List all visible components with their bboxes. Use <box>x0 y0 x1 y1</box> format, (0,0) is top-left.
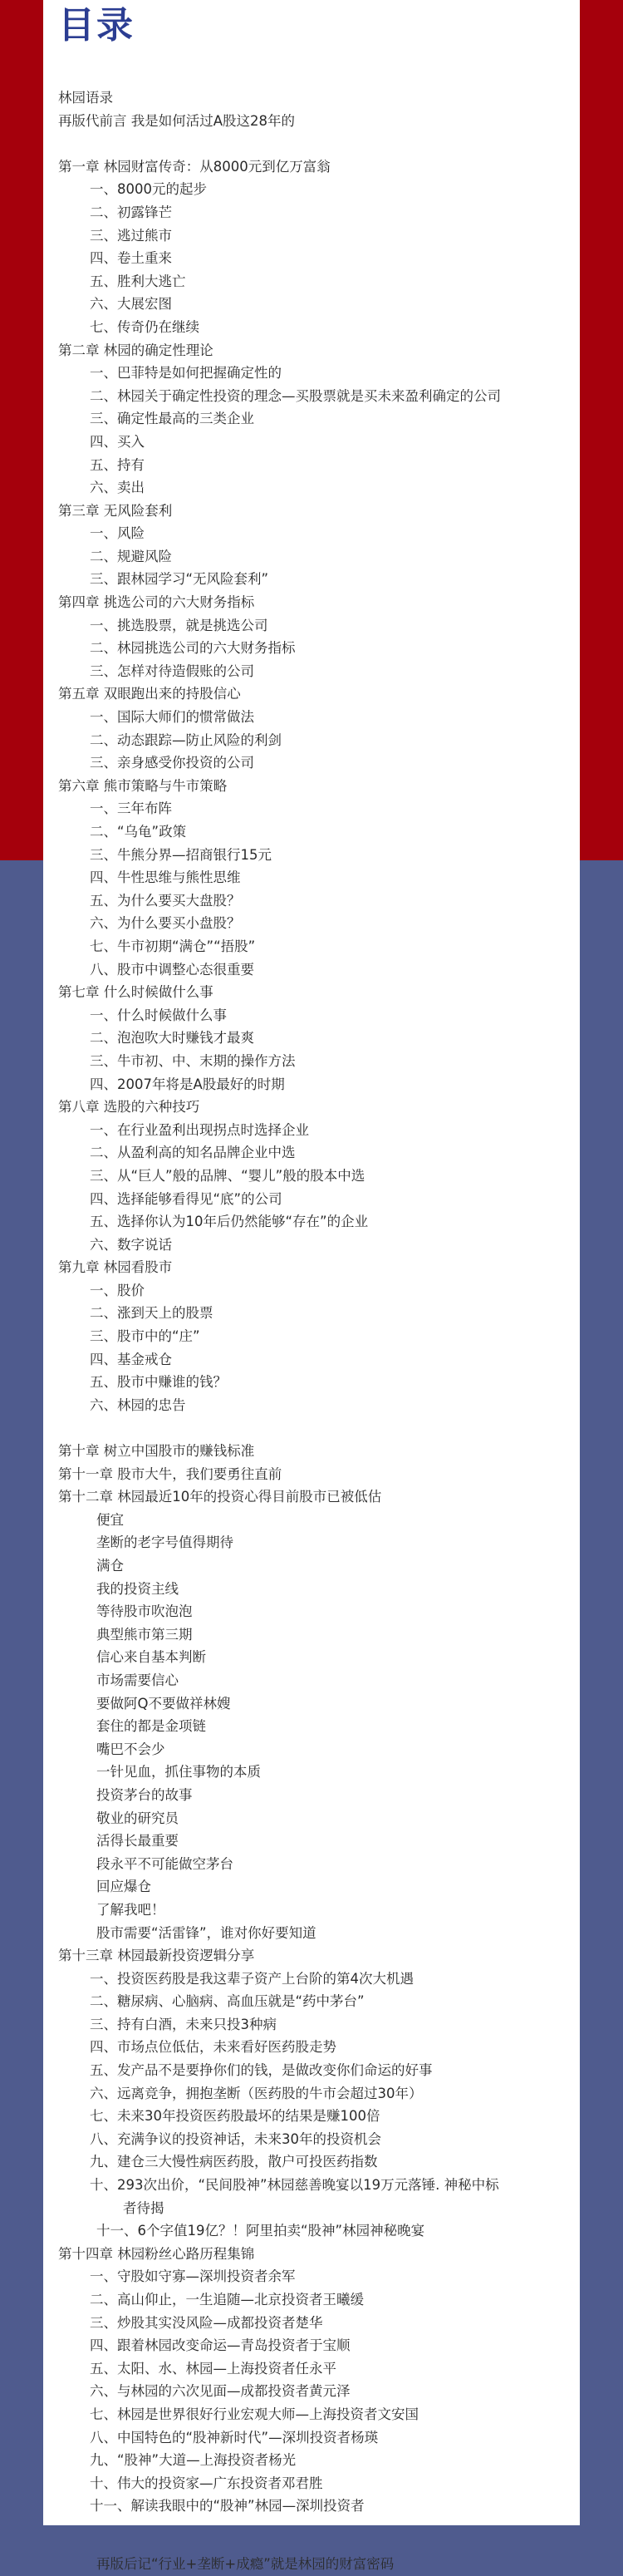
toc-section: 三、股市中的“庄” <box>90 1328 200 1345</box>
toc-section: 一针见血，抓住事物的本质 <box>96 1764 261 1781</box>
toc-section: 八、中国特色的“股神新时代”—深圳投资者杨瑛 <box>90 2429 379 2445</box>
toc-section: 嘴巴不会少 <box>96 1741 165 1757</box>
toc-section: 五、持有 <box>90 456 145 473</box>
toc-section: 六、卖出 <box>90 480 145 496</box>
toc-section: 二、糖尿病、心脑病、高血压就是“药中茅台” <box>90 1993 365 2010</box>
toc-section: 投资茅台的故事 <box>96 1786 193 1803</box>
toc-section: 三、牛市初、中、末期的操作方法 <box>90 1052 296 1069</box>
toc-section: 段永平不可能做空茅台 <box>96 1855 233 1872</box>
toc-section: 二、高山仰止，一生追随—北京投资者王曦缓 <box>90 2292 364 2308</box>
toc-section: 三、炒股其实没风险—成都投资者楚华 <box>90 2314 323 2331</box>
toc-section-continuation: 者待揭 <box>123 2199 164 2216</box>
toc-section: 三、确定性最高的三类企业 <box>90 411 254 427</box>
toc-section: 四、买入 <box>90 433 145 450</box>
toc-chapter: 第六章 熊市策略与牛市策略 <box>58 777 228 794</box>
toc-section: 四、跟着林园改变命运—青岛投资者于宝顺 <box>90 2337 351 2354</box>
toc-section: 三、从“巨人”般的品牌、“婴儿”般的股本中选 <box>90 1167 365 1184</box>
toc-section: 二、规避风险 <box>90 548 172 564</box>
toc-section: 五、选择你认为10年后仍然能够“存在”的企业 <box>90 1214 369 1230</box>
toc-section: 二、初露锋芒 <box>90 204 172 220</box>
toc-section: 六、远离竞争，拥抱垄断（医药股的牛市会超过30年） <box>90 2085 423 2101</box>
toc-section: 二、“乌龟”政策 <box>90 824 187 840</box>
toc-section: 十、伟大的投资家—广东投资者邓君胜 <box>90 2475 323 2491</box>
toc-chapter: 第五章 双眼跑出来的持股信心 <box>58 686 241 702</box>
toc-chapter: 第十一章 股市大牛，我们要勇往直前 <box>58 1465 282 1482</box>
toc-section: 一、投资医药股是我这辈子资产上台阶的第4次大机遇 <box>90 1970 414 1987</box>
toc-section: 二、涨到天上的股票 <box>90 1305 213 1322</box>
toc-postscript: 再版后记“行业+垄断+成瘾”就是林园的财富密码 <box>96 2555 395 2572</box>
toc-section: 套住的都是金项链 <box>96 1718 206 1735</box>
toc-section: 四、基金戒仓 <box>90 1351 172 1367</box>
toc-section: 八、股市中调整心态很重要 <box>90 961 254 978</box>
toc-section: 十一、6个字值19亿？！阿里拍卖“股神”林园神秘晚宴 <box>96 2223 425 2239</box>
toc-section: 四、2007年将是A股最好的时期 <box>90 1076 285 1092</box>
toc-section: 要做阿Q不要做祥林嫂 <box>96 1695 231 1712</box>
toc-chapter: 第十四章 林园粉丝心路历程集锦 <box>58 2245 255 2262</box>
toc-section: 五、为什么要买大盘股？ <box>90 892 241 909</box>
toc-section: 三、持有白酒，未来只投3种病 <box>90 2016 277 2032</box>
toc-section: 四、卷土重来 <box>90 250 172 267</box>
toc-section: 七、未来30年投资医药股最坏的结果是赚100倍 <box>90 2108 380 2125</box>
toc-section: 活得长最重要 <box>96 1833 179 1849</box>
toc-section: 六、林园的忠告 <box>90 1396 186 1413</box>
toc-section: 五、股市中赚谁的钱？ <box>90 1374 227 1391</box>
toc-section: 三、亲身感受你投资的公司 <box>90 755 254 771</box>
toc-section: 一、8000元的起步 <box>90 181 207 198</box>
toc-chapter: 第二章 林园的确定性理论 <box>58 342 213 358</box>
toc-section: 六、与林园的六次见面—成都投资者黄元泽 <box>90 2383 351 2400</box>
toc-chapter: 第三章 无风险套利 <box>58 502 173 519</box>
toc-section: 三、跟林园学习“无风险套利” <box>90 571 269 588</box>
toc-page <box>43 0 580 2572</box>
toc-section: 五、发产品不是要挣你们的钱，是做改变你们命运的好事 <box>90 2062 433 2079</box>
toc-section: 一、守股如守寡—深圳投资者余军 <box>90 2268 296 2285</box>
toc-chapter: 第十三章 林园最新投资逻辑分享 <box>58 1948 255 1964</box>
toc-section: 一、在行业盈利出现拐点时选择企业 <box>90 1121 309 1138</box>
page-title: 目录 <box>58 4 135 47</box>
toc-chapter: 第九章 林园看股市 <box>58 1259 173 1276</box>
toc-chapter: 第十二章 林园最近10年的投资心得目前股市已被低估 <box>58 1489 382 1505</box>
toc-section: 三、逃过熊市 <box>90 227 172 244</box>
toc-section: 七、林园是世界很好行业宏观大师—上海投资者文安国 <box>90 2406 419 2422</box>
toc-section: 五、太阳、水、林园—上海投资者任永平 <box>90 2360 336 2377</box>
toc-section: 四、市场点位低估，未来看好医药股走势 <box>90 2039 336 2056</box>
toc-section: 六、为什么要买小盘股？ <box>90 915 241 932</box>
toc-section: 二、动态跟踪—防止风险的利剑 <box>90 731 282 748</box>
toc-front-item: 林园语录 <box>58 90 113 106</box>
toc-chapter: 第四章 挑选公司的六大财务指标 <box>58 594 255 611</box>
toc-section: 九、“股神”大道—上海投资者杨光 <box>90 2452 297 2469</box>
toc-section: 便宜 <box>96 1511 124 1528</box>
toc-chapter: 第七章 什么时候做什么事 <box>58 984 213 1001</box>
toc-section: 等待股市吹泡泡 <box>96 1603 193 1620</box>
toc-section: 典型熊市第三期 <box>96 1626 193 1643</box>
toc-section: 满仓 <box>96 1558 124 1574</box>
toc-section: 市场需要信心 <box>96 1672 179 1688</box>
toc-section: 垄断的老字号值得期待 <box>96 1534 233 1551</box>
toc-section: 一、三年布阵 <box>90 800 172 817</box>
toc-section: 一、巴菲特是如何把握确定性的 <box>90 365 282 382</box>
toc-section: 信心来自基本判断 <box>96 1649 206 1666</box>
toc-section: 十一、解读我眼中的“股神”林园—深圳投资者 <box>90 2498 365 2514</box>
toc-section: 一、风险 <box>90 525 145 542</box>
toc-section: 七、传奇仍在继续 <box>90 318 199 335</box>
toc-section: 四、选择能够看得见“底”的公司 <box>90 1190 282 1207</box>
toc-section: 二、林园挑选公司的六大财务指标 <box>90 640 296 657</box>
toc-section: 了解我吧！ <box>96 1901 165 1918</box>
toc-section: 六、大展宏图 <box>90 296 172 313</box>
toc-section: 股市需要“活雷锋”，谁对你好要知道 <box>96 1924 316 1941</box>
toc-section: 一、股价 <box>90 1282 145 1298</box>
toc-section: 二、林园关于确定性投资的理念—买股票就是买未来盈利确定的公司 <box>90 387 501 404</box>
toc-section: 五、胜利大逃亡 <box>90 273 186 289</box>
toc-section: 六、数字说话 <box>90 1236 172 1253</box>
toc-section: 二、从盈利高的知名品牌企业中选 <box>90 1145 296 1161</box>
toc-section: 一、国际大师们的惯常做法 <box>90 709 254 726</box>
toc-section: 三、牛熊分界—招商银行15元 <box>90 846 272 863</box>
toc-section: 一、挑选股票，就是挑选公司 <box>90 617 268 633</box>
toc-section: 三、怎样对待造假账的公司 <box>90 662 254 679</box>
toc-section: 七、牛市初期“满仓”“捂股” <box>90 938 256 954</box>
toc-front-item: 再版代前言 我是如何活过A股这28年的 <box>58 112 296 129</box>
toc-section: 回应爆仓 <box>96 1879 151 1895</box>
toc-section: 十、293次出价，“民间股神”林园慈善晚宴以19万元落锤. 神秘中标 <box>90 2177 499 2194</box>
toc-section: 一、什么时候做什么事 <box>90 1007 227 1023</box>
toc-section: 四、牛性思维与熊性思维 <box>90 869 241 886</box>
toc-section: 我的投资主线 <box>96 1580 179 1597</box>
toc-section: 二、泡泡吹大时赚钱才最爽 <box>90 1030 254 1047</box>
toc-section: 八、充满争议的投资神话，未来30年的投资机会 <box>90 2130 381 2147</box>
toc-chapter: 第十章 树立中国股市的赚钱标准 <box>58 1443 255 1460</box>
toc-section: 敬业的研究员 <box>96 1810 179 1826</box>
toc-chapter: 第八章 选股的六种技巧 <box>58 1099 200 1116</box>
toc-section: 九、建仓三大慢性病医药股，散户可投医药指数 <box>90 2154 378 2170</box>
toc-chapter: 第一章 林园财富传奇：从8000元到亿万富翁 <box>58 158 331 175</box>
toc-list <box>58 86 568 2576</box>
